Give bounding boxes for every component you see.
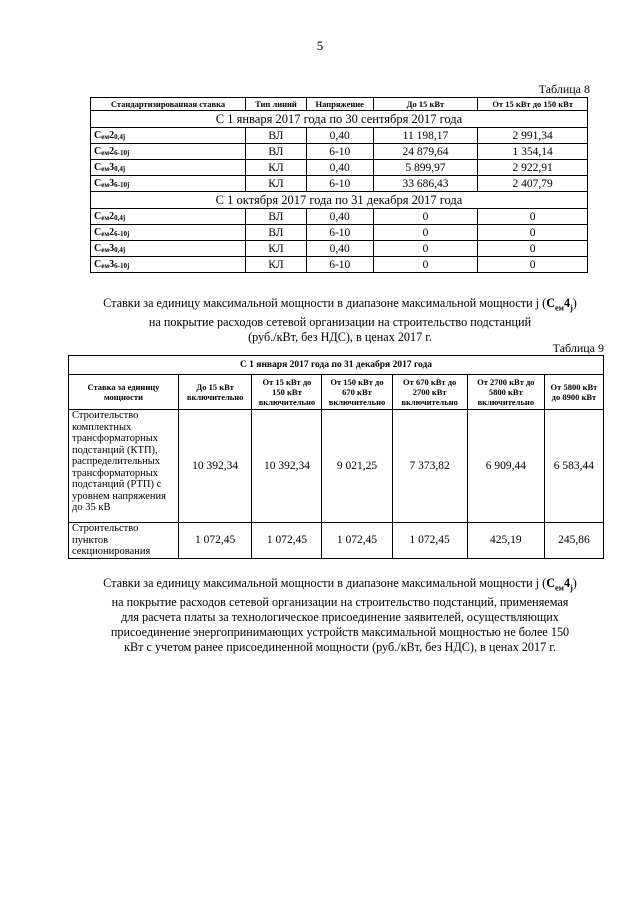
line-type: КЛ [245,160,306,176]
table9 [68,355,604,559]
table-row [91,225,588,241]
value-up-to-15: 0 [373,209,478,225]
table8-header-line-type: Тип линий [245,98,306,111]
table-row [91,241,588,257]
table8-header-15-to-150: От 15 кВт до 150 кВт [478,98,588,111]
rate-code: $C_{ем}2_{6-10j}$ [91,144,246,160]
table-row [69,410,604,523]
value-15-to-150: 2 922,91 [478,160,588,176]
voltage: 0,40 [306,160,373,176]
row-value: 9 021,25 [322,410,392,523]
paragraph-2: Ставки за единицу максимальной мощности в диапазоне максимальной мощности j $(C_{ем}4_j)$ на покрытие расходов сетевой организации на строительство подстанций, применяемая для расчета платы за технологическое присоединение заявителей, осуществляющих присоединение энергопринимающих устройств максимальной мощностью не более 150 кВт с учетом ранее присоединенной мощности (руб./кВт, без НДС), в ценах 2017 г. [103,576,577,655]
line-type: КЛ [245,257,306,273]
table9-header-col1: До 15 кВт включительно [178,375,252,410]
voltage: 6-10 [306,257,373,273]
table8-period-2: С 1 октября 2017 года по 31 декабря 2017 года [91,192,588,209]
value-up-to-15: 0 [373,225,478,241]
value-15-to-150: 1 354,14 [478,144,588,160]
table-row [91,128,588,144]
table8-header-row [91,98,588,111]
value-15-to-150: 0 [478,257,588,273]
page-number: 5 [316,38,324,53]
table-row [91,176,588,192]
table9-header-col4: От 670 кВт до 2700 кВт включительно [392,375,467,410]
table9-header-col2: От 15 кВт до 150 кВт включительно [252,375,322,410]
value-up-to-15: 0 [373,241,478,257]
value-15-to-150: 2 407,79 [478,176,588,192]
rate-code: $C_{ем}3_{6-10j}$ [91,176,246,192]
row-value: 1 072,45 [392,523,467,559]
line-type: ВЛ [245,209,306,225]
row-value: 7 373,82 [392,410,467,523]
row-value: 245,86 [544,523,603,559]
rate-code: $C_{ем}2_{0,4j}$ [91,128,246,144]
table9-period: С 1 января 2017 года по 31 декабря 2017 года [69,356,604,375]
voltage: 6-10 [306,144,373,160]
table8-header-rate: Стандартизированная ставка [91,98,246,111]
voltage: 0,40 [306,209,373,225]
table8-header-up-to-15: До 15 кВт [373,98,478,111]
table9-header-rate: Ставка за единицу мощности [69,375,179,410]
line-type: КЛ [245,241,306,257]
paragraph-1: Ставки за единицу максимальной мощности в диапазоне максимальной мощности j $(C_{ем}4_j)$ на покрытие расходов сетевой организации на строительство подстанций (руб./кВт, без НДС), в ценах 2017 г. [103,296,577,345]
value-up-to-15: 11 198,17 [373,128,478,144]
table8-caption: Таблица 8 [538,82,590,96]
row-name: Строительство комплектных трансформаторных подстанций (КТП), распределительных трансформаторных подстанций (РТП) с уровнем напряжения до 35 кВ [69,410,179,523]
table9-header-col6: От 5800 кВт до 8900 кВт [544,375,603,410]
row-value: 1 072,45 [178,523,252,559]
rate-code: $C_{ем}3_{6-10j}$ [91,257,246,273]
voltage: 0,40 [306,241,373,257]
row-value: 1 072,45 [252,523,322,559]
table8-period-1: С 1 января 2017 года по 30 сентября 2017 года [91,111,588,128]
value-up-to-15: 33 686,43 [373,176,478,192]
rate-code: $C_{ем}3_{0,4j}$ [91,241,246,257]
voltage: 0,40 [306,128,373,144]
value-up-to-15: 5 899,97 [373,160,478,176]
row-value: 10 392,34 [252,410,322,523]
value-15-to-150: 2 991,34 [478,128,588,144]
value-15-to-150: 0 [478,209,588,225]
rate-code: $C_{ем}3_{0,4j}$ [91,160,246,176]
line-type: КЛ [245,176,306,192]
row-value: 1 072,45 [322,523,392,559]
rate-code: $C_{ем}2_{6-10j}$ [91,225,246,241]
table9-header-row [69,375,604,410]
row-value: 6 909,44 [467,410,544,523]
table9-header-col5: От 2700 кВт до 5800 кВт включительно [467,375,544,410]
table8-header-voltage: Напряжение [306,98,373,111]
row-name: Строительство пунктов секционирования [69,523,179,559]
value-up-to-15: 24 879,64 [373,144,478,160]
row-value: 425,19 [467,523,544,559]
line-type: ВЛ [245,225,306,241]
table8 [90,97,588,273]
table-row [69,523,604,559]
table-row [91,160,588,176]
table-row [91,144,588,160]
value-15-to-150: 0 [478,225,588,241]
line-type: ВЛ [245,128,306,144]
row-value: 10 392,34 [178,410,252,523]
table-row [91,257,588,273]
voltage: 6-10 [306,176,373,192]
rate-code: $C_{ем}2_{0,4j}$ [91,209,246,225]
value-up-to-15: 0 [373,257,478,273]
voltage: 6-10 [306,225,373,241]
value-15-to-150: 0 [478,241,588,257]
table9-caption: Таблица 9 [552,341,604,355]
table9-header-col3: От 150 кВт до 670 кВт включительно [322,375,392,410]
table-row [91,209,588,225]
line-type: ВЛ [245,144,306,160]
row-value: 6 583,44 [544,410,603,523]
